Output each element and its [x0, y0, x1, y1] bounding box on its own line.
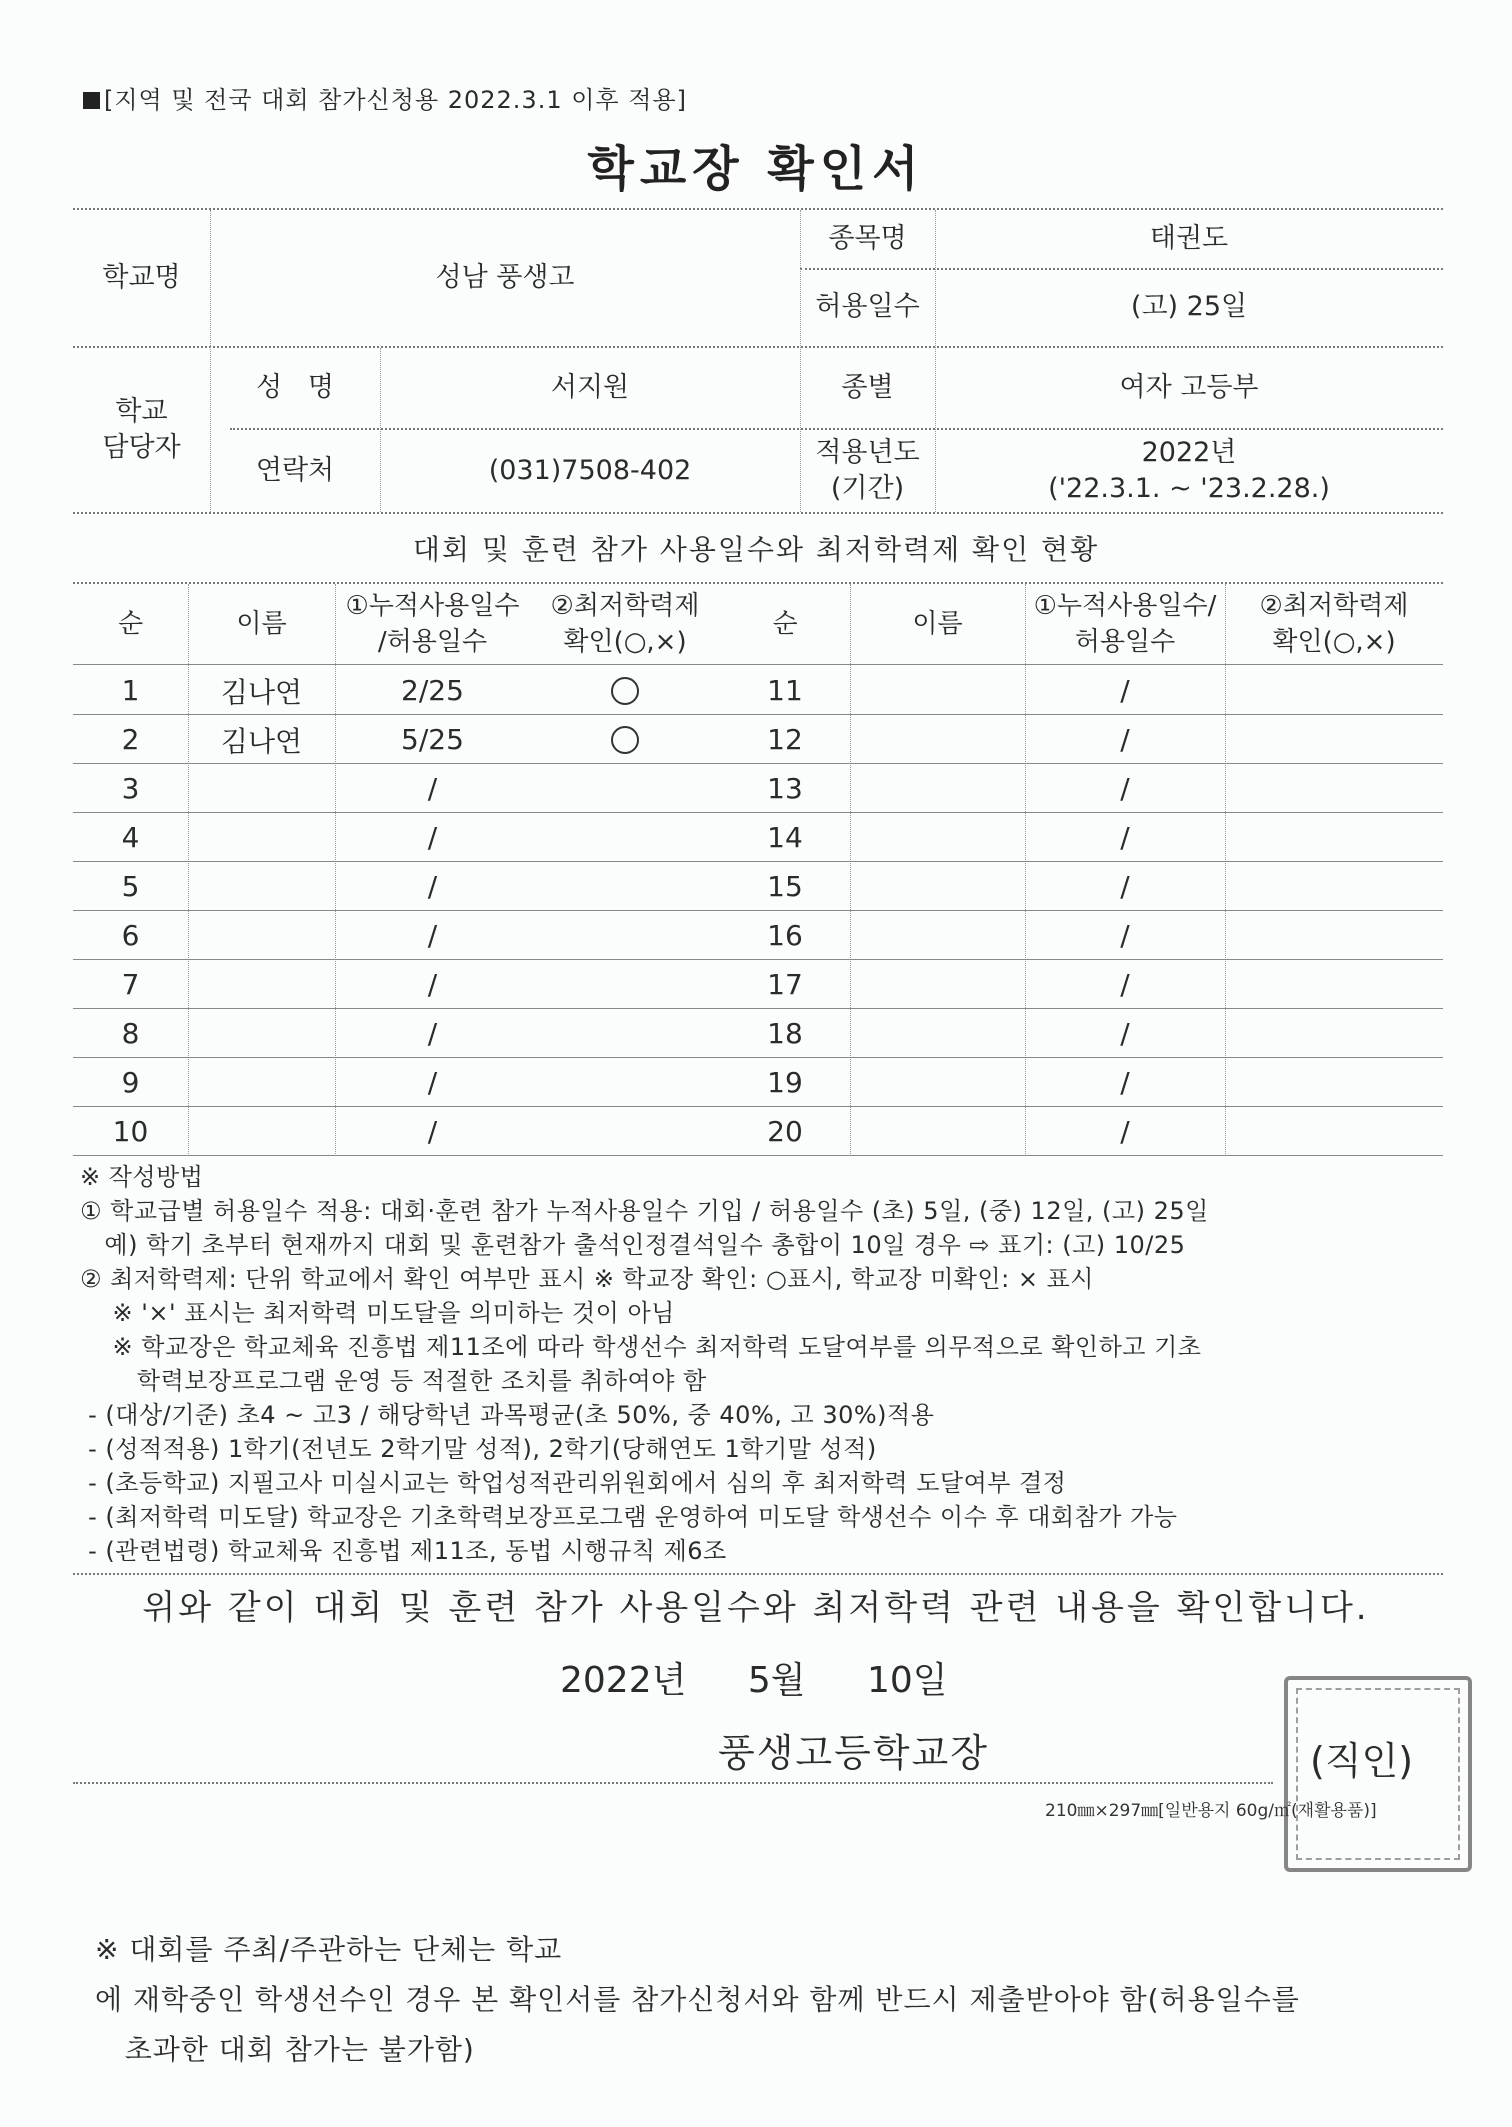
contact-label: 연락처 — [255, 454, 335, 486]
date-year: 2022년 — [560, 1660, 687, 1701]
col-header-check2: ②최저학력제 확인(○,×) — [1259, 590, 1409, 657]
used-cell: / — [427, 1115, 438, 1148]
no-cell: 7 — [121, 968, 140, 1001]
name-cell — [188, 862, 335, 911]
check-cell — [1225, 960, 1443, 1009]
check-cell — [530, 1058, 720, 1107]
name-cell — [850, 911, 1025, 960]
seal-label: (직인) — [1310, 1739, 1414, 1783]
note-line: - (대상/기준) 초4 ~ 고3 / 해당학년 과목평균(초 50%, 중 40%, 고 30%)적용 — [80, 1401, 935, 1429]
name-cell — [850, 960, 1025, 1009]
used-cell: 2/25 — [401, 674, 464, 707]
used-cell: / — [427, 772, 438, 805]
name-cell — [188, 764, 335, 813]
no-cell: 4 — [121, 821, 140, 854]
no-cell: 5 — [121, 870, 140, 903]
no-cell: 8 — [121, 1017, 140, 1050]
circle-check-icon — [611, 677, 639, 705]
check-cell — [530, 1107, 720, 1156]
used2-cell: / — [1120, 919, 1130, 952]
info-bottom-line — [73, 512, 1443, 514]
table-row — [73, 715, 1443, 764]
used2-cell: / — [1120, 821, 1130, 854]
table-row — [73, 960, 1443, 1009]
check-cell — [530, 862, 720, 911]
sport-value: 태권도 — [1149, 222, 1229, 254]
col-header-no: 순 — [117, 608, 144, 639]
no-cell: 6 — [121, 919, 140, 952]
check-cell — [1225, 764, 1443, 813]
year-value: 2022년 ('22.3.1. ~ '23.2.28.) — [1048, 436, 1330, 504]
used2-cell: / — [1120, 1017, 1130, 1050]
table-row — [73, 862, 1443, 911]
check-cell — [530, 813, 720, 862]
footer-line: 초과한 대회 참가는 불가함) — [95, 2033, 475, 2066]
name-cell — [850, 1107, 1025, 1156]
name-cell: 김나연 — [220, 675, 303, 709]
sport-label: 종목명 — [828, 222, 907, 254]
school-value: 성남 풍생고 — [435, 261, 575, 293]
no2-cell: 12 — [767, 723, 803, 756]
days-label: 허용일수 — [815, 290, 920, 322]
name-cell — [850, 1058, 1025, 1107]
check-cell — [1225, 911, 1443, 960]
footer-line: 에 재학중인 학생선수인 경우 본 확인서를 참가신청서와 함께 반드시 제출받아야 함(허용일수를 — [95, 1983, 1300, 2016]
name-value: 서지원 — [550, 371, 630, 403]
no2-cell: 15 — [767, 870, 803, 903]
used-cell: 5/25 — [401, 723, 464, 756]
name-label: 성 명 — [256, 371, 334, 403]
manager-label: 학교 담당자 — [102, 395, 181, 463]
footer-line: ※ 대회를 주최/주관하는 단체는 학교 — [95, 1933, 563, 1966]
used2-cell: / — [1120, 772, 1130, 805]
name-cell — [188, 911, 335, 960]
note-line: 학력보장프로그램 운영 등 적절한 조치를 취하여야 함 — [80, 1367, 707, 1395]
signature-line — [73, 1782, 1273, 1784]
no2-cell: 17 — [767, 968, 803, 1001]
no-cell: 9 — [121, 1066, 140, 1099]
no2-cell: 16 — [767, 919, 803, 952]
page-title: 학교장 확인서 — [587, 141, 925, 197]
table-row — [73, 1009, 1443, 1058]
year-label: 적용년도 (기간) — [815, 436, 920, 504]
col-header-used2: ①누적사용일수/ 허용일수 — [1033, 590, 1217, 657]
paper-size-note: 210㎜×297㎜[일반용지 60g/㎡(재활용품)] — [1045, 1801, 1377, 1821]
used-cell: / — [427, 919, 438, 952]
status-header-line — [73, 664, 1443, 665]
table-row — [73, 1107, 1443, 1156]
table-row — [73, 666, 1443, 715]
col-header-name2: 이름 — [912, 608, 963, 639]
note-line: ① 학교급별 허용일수 적용: 대회·훈련 참가 누적사용일수 기입 / 허용일수 (초) 5일, (중) 12일, (고) 25일 — [80, 1197, 1209, 1225]
used2-cell: / — [1120, 870, 1130, 903]
used2-cell: / — [1120, 1115, 1130, 1148]
no2-cell: 19 — [767, 1066, 803, 1099]
used-cell: / — [427, 968, 438, 1001]
name-cell — [850, 862, 1025, 911]
table-row — [73, 813, 1443, 862]
check-cell — [1225, 813, 1443, 862]
name-cell — [188, 813, 335, 862]
check-cell — [530, 764, 720, 813]
footer-note — [95, 1925, 1300, 2075]
used2-cell: / — [1120, 723, 1130, 756]
no2-cell: 14 — [767, 821, 803, 854]
name-cell — [850, 715, 1025, 764]
notes-bottom-line — [73, 1573, 1443, 1575]
check-cell — [530, 715, 720, 764]
no2-cell: 11 — [767, 674, 803, 707]
check-cell — [1225, 1058, 1443, 1107]
name-cell — [850, 1009, 1025, 1058]
note-line: - (최저학력 미도달) 학교장은 기초학력보장프로그램 운영하여 미도달 학생선수 이수 후 대회참가 가능 — [80, 1503, 1178, 1531]
note-line: - (성적적용) 1학기(전년도 2학기말 성적), 2학기(당해연도 1학기말 성적) — [80, 1435, 877, 1463]
category-label: 종별 — [841, 371, 894, 403]
date-day: 10일 — [867, 1660, 948, 1701]
check-cell — [530, 911, 720, 960]
name-cell — [188, 960, 335, 1009]
note-line: - (관련법령) 학교체육 진흥법 제11조, 동법 시행규칙 제6조 — [80, 1537, 727, 1565]
used2-cell: / — [1120, 674, 1130, 707]
name-cell — [188, 1107, 335, 1156]
note-line: - (초등학교) 지필고사 미실시교는 학업성적관리위원회에서 심의 후 최저학력 도달여부 결정 — [80, 1469, 1067, 1497]
used-cell: / — [427, 821, 438, 854]
writing-notes — [80, 1160, 1460, 1568]
check-cell — [1225, 862, 1443, 911]
signer-name: 풍생고등학교장 — [718, 1731, 989, 1775]
no-cell: 10 — [112, 1115, 149, 1148]
table-row — [73, 1058, 1443, 1107]
col-header-no2: 순 — [772, 608, 798, 639]
check-cell — [1225, 1009, 1443, 1058]
no2-cell: 18 — [767, 1017, 803, 1050]
col-header-name: 이름 — [236, 608, 287, 639]
row-divider — [73, 1155, 1443, 1156]
note-line: ※ '×' 표시는 최저학력 미도달을 의미하는 것이 아님 — [80, 1299, 675, 1327]
col-header-used: ①누적사용일수 /허용일수 — [345, 590, 520, 657]
used-cell: / — [427, 1017, 438, 1050]
table-row — [73, 911, 1443, 960]
used-cell: / — [427, 870, 438, 903]
name-cell — [188, 1058, 335, 1107]
name-cell — [850, 666, 1025, 715]
header-note: [지역 및 전국 대회 참가신청용 2022.3.1 이후 적용] — [83, 80, 687, 115]
note-line: 예) 학기 초부터 현재까지 대회 및 훈련참가 출석인정결석일수 총합이 10일 경우 ⇨ 표기: (고) 10/25 — [80, 1231, 1186, 1259]
check-cell — [1225, 666, 1443, 715]
confirm-statement: 위와 같이 대회 및 훈련 참가 사용일수와 최저학력 관련 내용을 확인합니다. — [142, 1588, 1370, 1628]
used-cell: / — [427, 1066, 438, 1099]
issue-date — [560, 1652, 998, 1703]
school-label: 학교명 — [102, 261, 181, 293]
no-cell: 2 — [121, 723, 140, 756]
name-cell — [850, 764, 1025, 813]
col-header-check: ②최저학력제 확인(○,×) — [550, 590, 700, 657]
no2-cell: 20 — [767, 1115, 803, 1148]
table-row — [73, 764, 1443, 813]
used2-cell: / — [1120, 968, 1130, 1001]
used2-cell: / — [1120, 1066, 1130, 1099]
contact-value: (031)7508-402 — [488, 454, 692, 486]
check-cell — [530, 666, 720, 715]
no-cell: 3 — [121, 772, 140, 805]
no-cell: 1 — [121, 674, 140, 707]
circle-check-icon — [611, 726, 639, 754]
check-cell — [1225, 715, 1443, 764]
note-line: ※ 작성방법 — [80, 1163, 204, 1191]
check-cell — [530, 960, 720, 1009]
category-value: 여자 고등부 — [1119, 371, 1259, 403]
date-month: 5월 — [747, 1660, 806, 1701]
square-bullet-icon — [83, 92, 100, 109]
note-line: ② 최저학력제: 단위 학교에서 확인 여부만 표시 ※ 학교장 확인: ○표시, 학교장 미확인: × 표시 — [80, 1265, 1094, 1293]
check-cell — [1225, 1107, 1443, 1156]
name-cell — [188, 1009, 335, 1058]
name-cell — [850, 813, 1025, 862]
check-cell — [530, 1009, 720, 1058]
status-title: 대회 및 훈련 참가 사용일수와 최저학력제 확인 현황 — [412, 533, 1100, 566]
days-value: (고) 25일 — [1130, 290, 1248, 322]
note-line: ※ 학교장은 학교체육 진흥법 제11조에 따라 학생선수 최저학력 도달여부를 의무적으로 확인하고 기초 — [80, 1333, 1202, 1361]
name-cell: 김나연 — [220, 724, 303, 758]
no2-cell: 13 — [767, 772, 803, 805]
